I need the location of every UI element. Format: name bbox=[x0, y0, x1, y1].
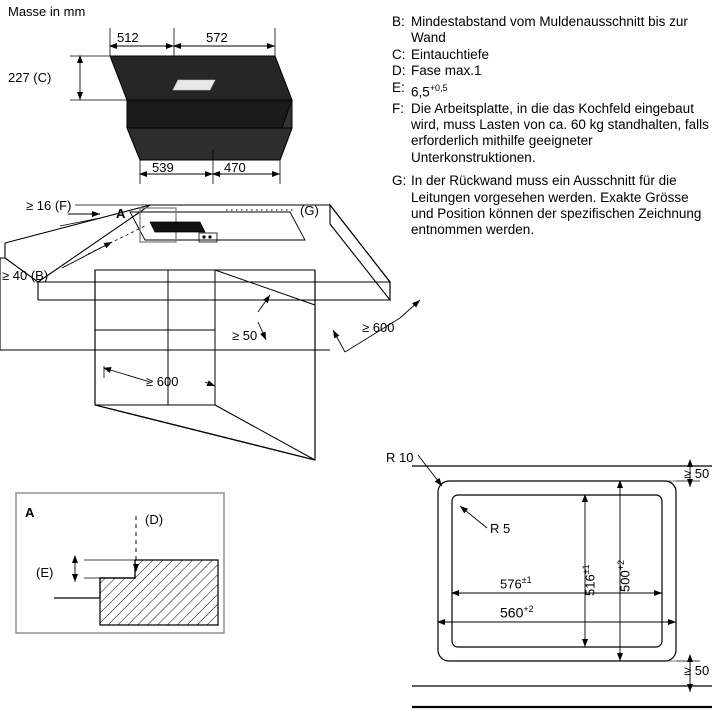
radius-outer-label: R 10 bbox=[386, 450, 414, 465]
dim-512: 512 bbox=[117, 30, 139, 45]
note-text-e-value: 6,5 bbox=[411, 84, 430, 100]
top-view-group bbox=[70, 28, 292, 184]
page-title: Masse in mm bbox=[8, 4, 86, 19]
dim-ge-50-top: ≥ 50 bbox=[684, 466, 710, 481]
dim-576 bbox=[500, 575, 532, 591]
dim-516-value: 516 bbox=[582, 574, 598, 596]
dim-500-sup: +2 bbox=[616, 560, 626, 571]
detail-a-label: A bbox=[25, 505, 35, 520]
dim-560-sup: +2 bbox=[523, 604, 534, 614]
detail-label-e: (E) bbox=[36, 565, 54, 580]
note-text-e-sup: +0,5 bbox=[429, 82, 448, 93]
dim-ge-50-cabinet: ≥ 50 bbox=[232, 328, 258, 343]
dim-ge-600-width: ≥ 600 bbox=[146, 374, 179, 389]
dim-576-sup: ±1 bbox=[521, 575, 532, 585]
dim-227-c: 227 (C) bbox=[8, 70, 52, 85]
note-text-b: Mindestabstand vom Muldenausschnitt bis zur Wand bbox=[411, 14, 688, 46]
cutout-plan-group bbox=[412, 455, 712, 707]
label-a-worktop: A bbox=[116, 206, 126, 221]
dim-ge-16-f: ≥ 16 (F) bbox=[26, 198, 72, 213]
cabinet-perspective-group bbox=[0, 205, 420, 460]
dim-539: 539 bbox=[152, 160, 174, 175]
note-text-g: In der Rückwand muss ein Ausschnitt für die Leitungen vorgesehen werden. Exakte Grösse und Position können der spezifischen Zeichnung entnommen werden. bbox=[411, 173, 702, 238]
dim-560-value: 560 bbox=[500, 604, 524, 621]
dim-576-value: 576 bbox=[500, 576, 522, 592]
dim-500 bbox=[616, 560, 632, 592]
dim-516-sup: ±1 bbox=[581, 564, 591, 575]
dim-500-value: 500 bbox=[617, 570, 633, 592]
radius-inner-label: R 5 bbox=[490, 521, 511, 536]
dim-560 bbox=[500, 604, 534, 621]
label-g: (G) bbox=[300, 203, 319, 218]
note-key-e: E: bbox=[392, 79, 405, 95]
note-key-f: F: bbox=[392, 100, 404, 116]
dim-ge-50-bottom: ≥ 50 bbox=[684, 663, 710, 678]
note-key-b: B: bbox=[392, 14, 405, 29]
note-text-f: Die Arbeitsplatte, in die das Kochfeld eingebaut wird, muss Lasten von ca. 60 kg standhalten, falls erforderlich mithilfe geeigneter Unterkonstruktionen. bbox=[411, 100, 709, 165]
note-key-g: G: bbox=[392, 173, 407, 189]
note-key-c: C: bbox=[392, 46, 406, 62]
note-text-d: Fase max.1 bbox=[411, 63, 482, 79]
dim-ge-40-b: ≥ 40 (B) bbox=[2, 268, 49, 283]
dim-516 bbox=[581, 564, 597, 596]
note-key-d: D: bbox=[392, 63, 406, 79]
detail-label-d: (D) bbox=[145, 512, 164, 527]
dim-ge-600-depth: ≥ 600 bbox=[362, 320, 395, 335]
dim-470: 470 bbox=[224, 160, 246, 175]
note-text-c: Eintauchtiefe bbox=[411, 46, 490, 62]
detail-a-group bbox=[16, 493, 224, 633]
dim-572: 572 bbox=[206, 30, 228, 45]
